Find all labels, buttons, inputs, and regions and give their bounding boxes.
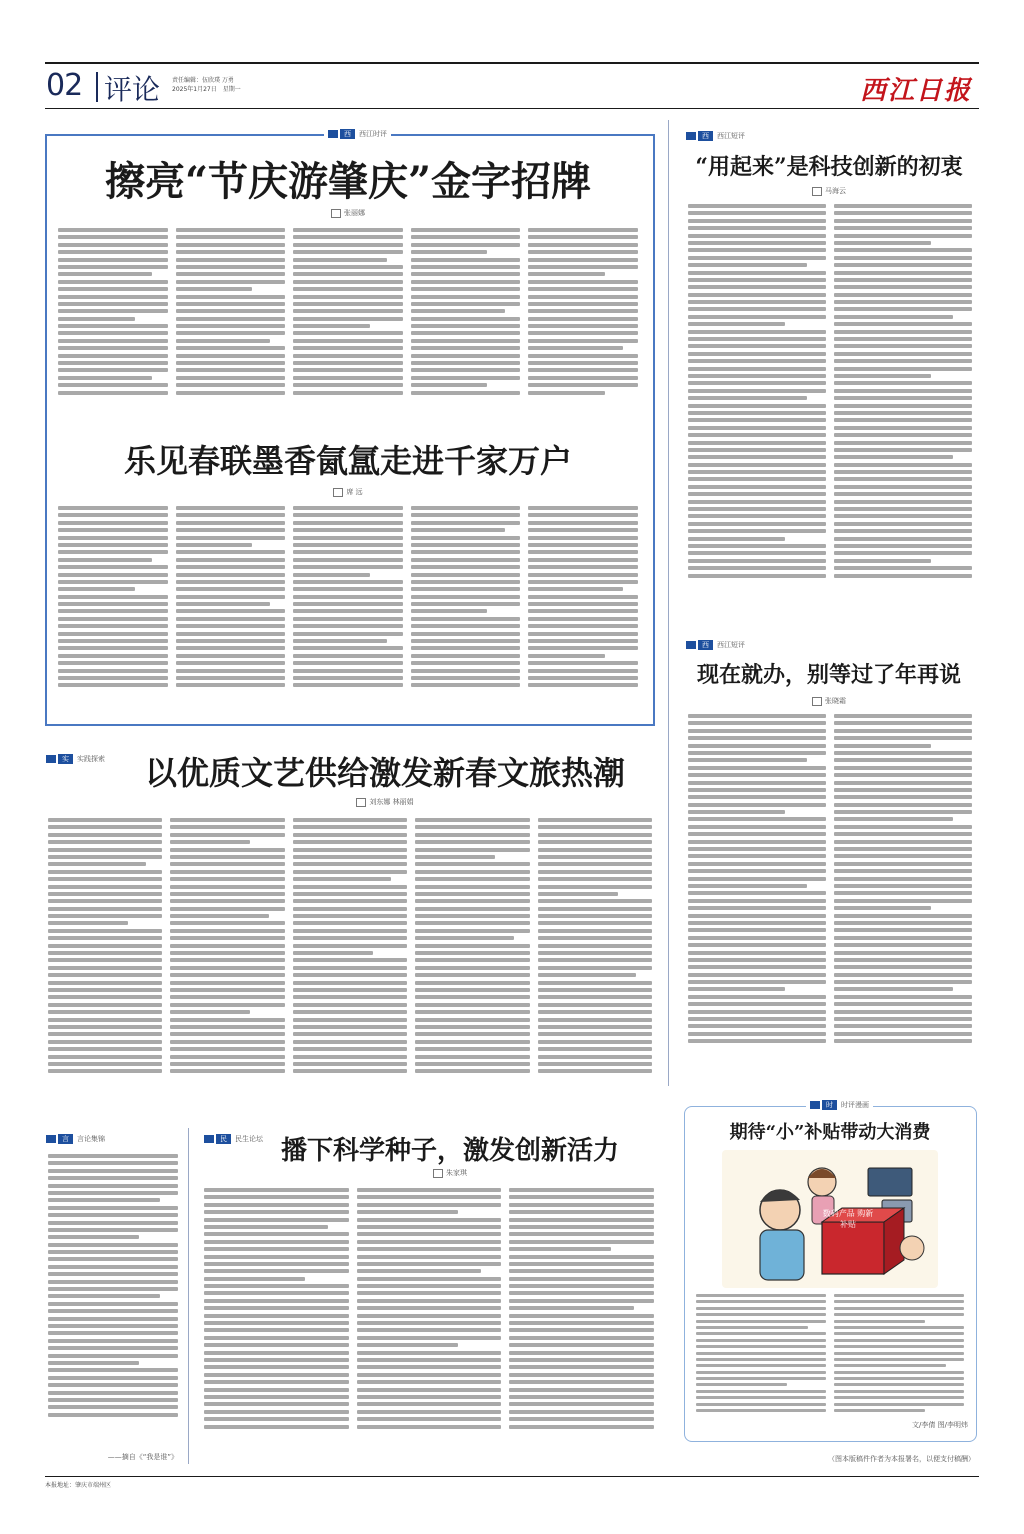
article-2-body bbox=[58, 506, 638, 712]
tag-text: 时评漫画 bbox=[841, 1101, 869, 1109]
tag-text: 实践探索 bbox=[77, 755, 105, 763]
tag-label: 言 bbox=[58, 1134, 73, 1144]
article-tag bbox=[806, 1100, 873, 1110]
tag-text: 言论集锦 bbox=[77, 1135, 105, 1143]
article-8-body bbox=[696, 1294, 964, 1412]
tag-label: 西 bbox=[698, 640, 713, 650]
tag-text: 西江时评 bbox=[359, 130, 387, 138]
payment-note: （图本版稿件作者为本报署名，以便支付稿酬） bbox=[828, 1455, 975, 1463]
tag-square-icon bbox=[46, 1135, 56, 1143]
headline-5: 以优质文艺供给激发新春文旅热潮 bbox=[144, 754, 625, 792]
headline-1: 擦亮“节庆游肇庆”金字招牌 bbox=[104, 158, 591, 205]
tag-label: 时 bbox=[822, 1100, 837, 1110]
headline-3: “用起来”是科技创新的初衷 bbox=[695, 154, 963, 180]
tag-label: 西 bbox=[340, 129, 355, 139]
article-7-body bbox=[204, 1188, 654, 1458]
editor-info bbox=[172, 76, 312, 94]
byline-3: 马海云 bbox=[684, 186, 974, 196]
page-divider bbox=[96, 72, 98, 102]
headline-8: 期待“小”补贴带动大消费 bbox=[729, 1122, 931, 1143]
column-rule bbox=[668, 120, 669, 1086]
tag-square-icon bbox=[328, 130, 338, 138]
cartoon-credit: 文/李倩 图/李明炜 bbox=[912, 1421, 968, 1429]
tag-label: 民 bbox=[216, 1134, 231, 1144]
tag-square-icon bbox=[686, 132, 696, 140]
byline-4: 张晓霜 bbox=[684, 696, 974, 706]
footer-address: 本报地址：肇庆市端州区 bbox=[45, 1482, 112, 1489]
article-3-body bbox=[688, 204, 972, 614]
tag-label: 实 bbox=[58, 754, 73, 764]
cartoon-box-label: 数码产品 购新补贴 bbox=[822, 1209, 874, 1229]
article-1-body bbox=[58, 228, 638, 418]
page-footer bbox=[45, 1476, 979, 1489]
header-rule bbox=[45, 108, 979, 109]
byline-7: 朱家琪 bbox=[250, 1168, 650, 1178]
masthead-rule bbox=[45, 62, 979, 64]
section-name: 评论 bbox=[104, 73, 161, 106]
editor-line: 责任编辑：伍欣璞 万勇 bbox=[172, 77, 234, 84]
article-tag bbox=[46, 754, 105, 764]
article-tag bbox=[324, 129, 391, 139]
article-tag bbox=[46, 1134, 105, 1144]
headline-7: 播下科学种子，激发创新活力 bbox=[280, 1136, 619, 1166]
byline-1: 张丽娜 bbox=[55, 208, 641, 218]
article-4-body bbox=[688, 714, 972, 1074]
headline-2: 乐见春联墨香氤氲走进千家万户 bbox=[123, 442, 572, 480]
newspaper-logo: 西江日报 bbox=[859, 76, 972, 106]
signature: ——摘自《“我是谁”》 bbox=[107, 1453, 178, 1461]
tag-square-icon bbox=[204, 1135, 214, 1143]
date-line: 2025年1月27日 星期一 bbox=[172, 86, 241, 93]
headline-4: 现在就办，别等过了年再说 bbox=[696, 662, 961, 688]
tag-label: 西 bbox=[698, 131, 713, 141]
article-5-body bbox=[48, 818, 652, 1104]
article-6-body bbox=[48, 1154, 178, 1450]
tag-square-icon bbox=[810, 1101, 820, 1109]
tag-text: 民生论坛 bbox=[235, 1135, 263, 1143]
article-tag bbox=[686, 640, 745, 650]
tag-square-icon bbox=[46, 755, 56, 763]
byline-2: 席 远 bbox=[55, 487, 641, 497]
tag-text: 西江短评 bbox=[717, 132, 745, 140]
column-rule bbox=[188, 1128, 189, 1464]
tag-text: 西江短评 bbox=[717, 641, 745, 649]
tag-square-icon bbox=[686, 641, 696, 649]
page-number: 02 bbox=[46, 68, 83, 103]
byline-5: 刘东娜 林丽娟 bbox=[120, 797, 650, 807]
article-tag bbox=[686, 131, 745, 141]
